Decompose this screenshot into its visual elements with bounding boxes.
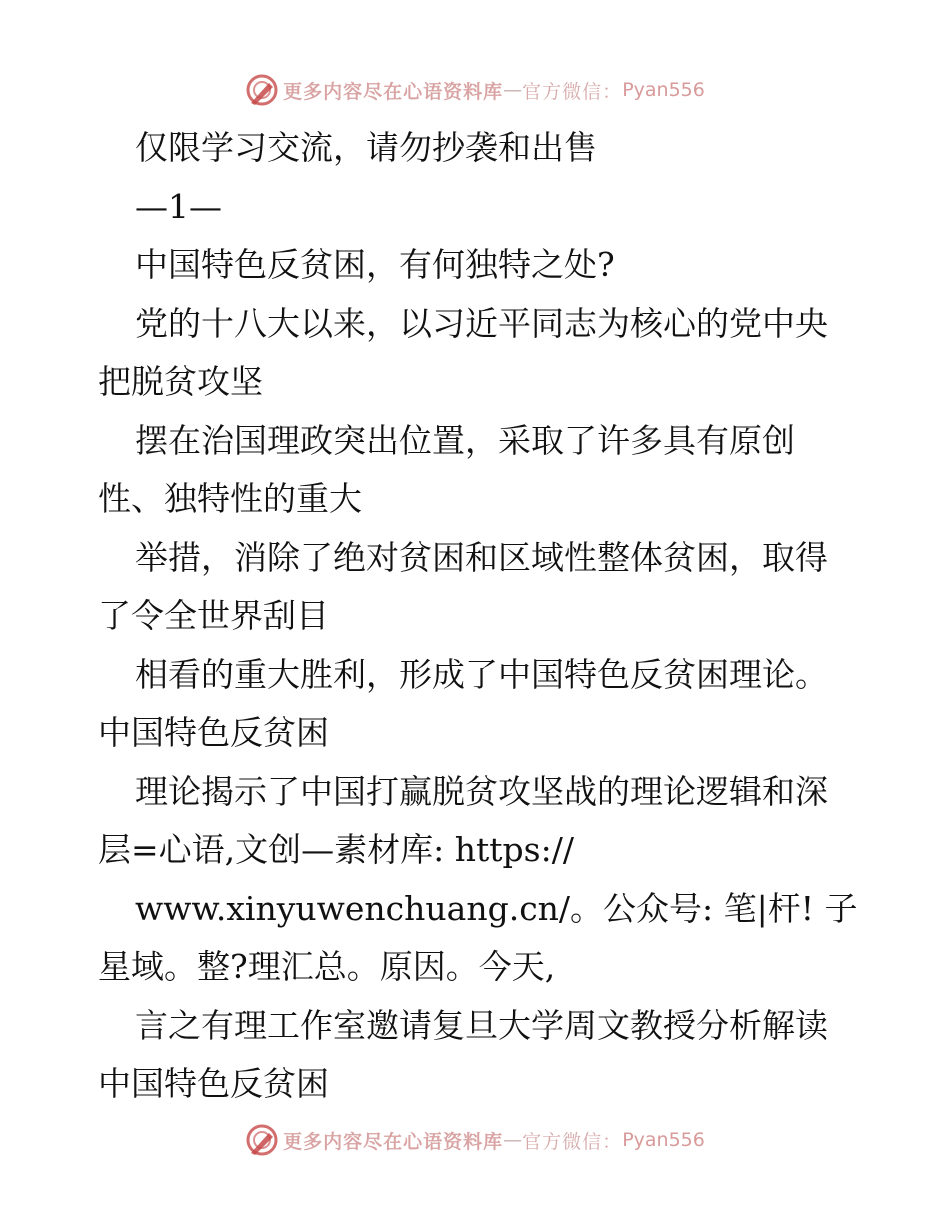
watermark-sub-text: 官方微信：: [522, 80, 623, 103]
document-body: [98, 119, 858, 1114]
paragraph: 言之有理工作室邀请复旦大学周文教授分析解读中国特色反贫困: [98, 1005, 828, 1103]
pen-logo-icon: [245, 1123, 279, 1157]
paragraph: —1—: [135, 186, 222, 226]
watermark-account: Pyan556: [622, 79, 705, 101]
watermark-separator: —: [503, 79, 523, 101]
watermark-main-text: 更多内容尽在心语资料库: [283, 1130, 504, 1153]
watermark-separator: —: [503, 1129, 523, 1151]
paragraph: 理论揭示了中国打赢脱贫攻坚战的理论逻辑和深层=心语,文创—素材库: https://: [98, 771, 828, 869]
watermark-account: Pyan556: [622, 1129, 705, 1151]
watermark-footer: [0, 1120, 950, 1160]
watermark-header: [0, 70, 950, 110]
paragraph: 党的十八大以来，以习近平同志为核心的党中央把脱贫攻坚: [98, 303, 828, 401]
watermark-main-text: 更多内容尽在心语资料库: [283, 80, 504, 103]
paragraph: 中国特色反贫困，有何独特之处?: [135, 245, 615, 284]
paragraph: 摆在治国理政突出位置，采取了许多具有原创性、独特性的重大: [98, 420, 795, 518]
paragraph: 相看的重大胜利，形成了中国特色反贫困理论。中国特色反贫困: [98, 654, 828, 752]
paragraph: 仅限学习交流，请勿抄袭和出售: [135, 128, 597, 167]
watermark-sub-text: 官方微信：: [522, 1130, 623, 1153]
paragraph: www.xinyuwenchuang.cn/。公众号: 笔|杆! 子星域。整?理汇总。原因。今天,: [98, 888, 858, 986]
pen-logo-icon: [245, 73, 279, 107]
paragraph: 举措，消除了绝对贫困和区域性整体贫困，取得了令全世界刮目: [98, 537, 828, 635]
